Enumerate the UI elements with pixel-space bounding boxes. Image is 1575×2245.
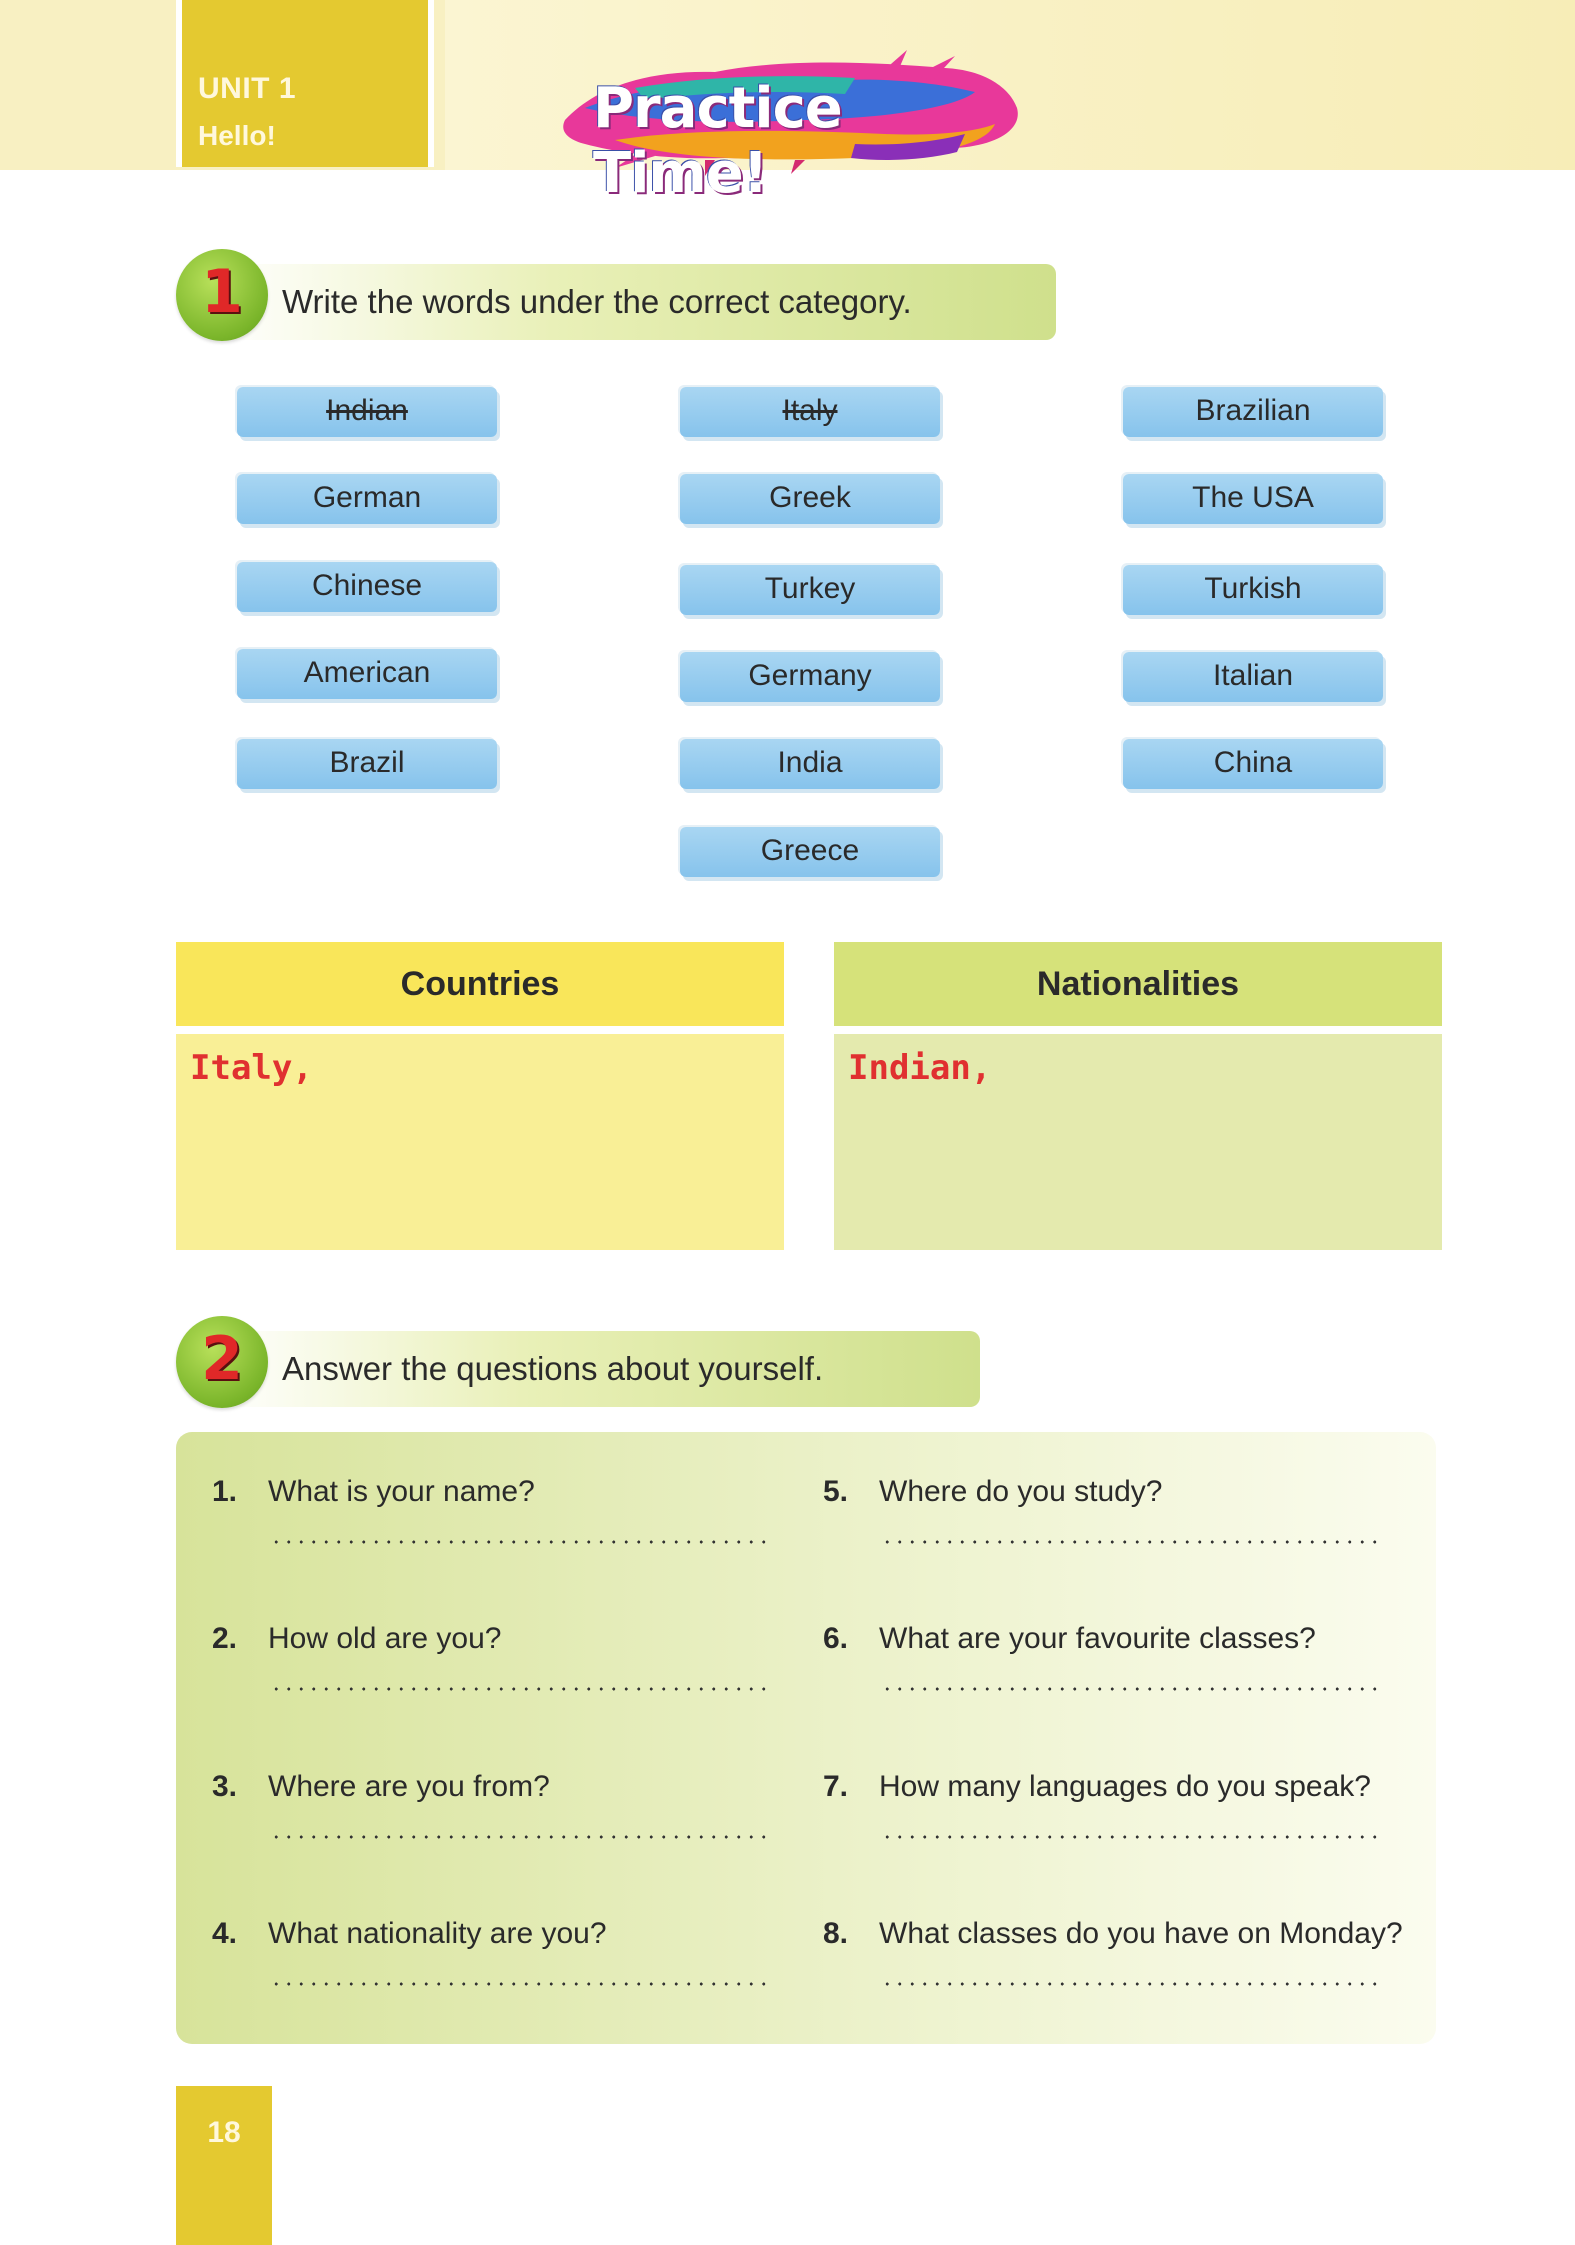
question-number: 4. — [212, 1917, 238, 1950]
word-label: Turkish — [1204, 572, 1302, 605]
question-text: Where do you study? — [879, 1475, 1163, 1508]
word-chip[interactable] — [680, 827, 940, 877]
nationalities-entry: Indian, — [848, 1048, 992, 1088]
word-chip[interactable] — [680, 387, 940, 437]
nationalities-heading-label: Nationalities — [1036, 965, 1240, 1003]
word-label: India — [777, 746, 843, 779]
word-label: Brazilian — [1195, 394, 1311, 427]
unit-title: Hello! — [198, 120, 276, 151]
answer-line[interactable] — [881, 1834, 1381, 1840]
word-chip[interactable] — [1123, 739, 1383, 789]
word-label: Indian — [326, 394, 408, 427]
unit-label: UNIT 1 — [198, 72, 297, 105]
word-chip[interactable] — [1123, 474, 1383, 524]
section-number: 2 — [201, 1324, 243, 1394]
word-chip[interactable] — [237, 739, 497, 789]
word-label: Chinese — [311, 569, 423, 602]
countries-heading-label: Countries — [400, 965, 560, 1003]
section-2-header — [176, 1316, 996, 1416]
word-chip[interactable] — [237, 387, 497, 437]
answer-line[interactable] — [270, 1539, 770, 1545]
section-instruction: Write the words under the correct category. — [282, 283, 912, 320]
countries-answer-area[interactable] — [176, 1034, 784, 1250]
question-text: Where are you from? — [268, 1770, 550, 1803]
word-label: American — [303, 656, 431, 689]
word-label: Brazil — [329, 746, 405, 779]
question-number: 3. — [212, 1770, 238, 1803]
word-chip[interactable] — [680, 474, 940, 524]
word-label: Turkey — [764, 572, 856, 605]
word-chip[interactable] — [680, 565, 940, 615]
question-number: 1. — [212, 1475, 238, 1508]
question-text: How old are you? — [268, 1622, 502, 1655]
countries-heading — [176, 942, 784, 1026]
word-chip[interactable] — [237, 474, 497, 524]
word-chip[interactable] — [680, 739, 940, 789]
word-chip[interactable] — [1123, 565, 1383, 615]
question-number: 6. — [823, 1622, 849, 1655]
section-1-header — [176, 249, 1056, 349]
answer-line[interactable] — [270, 1686, 770, 1692]
questions-panel — [176, 1432, 1436, 2044]
practice-time-logo — [555, 48, 1025, 206]
question-number: 7. — [823, 1770, 849, 1803]
word-label: Italian — [1212, 659, 1294, 692]
word-chip[interactable] — [680, 652, 940, 702]
nationalities-heading — [834, 942, 1442, 1026]
word-label: Germany — [748, 659, 872, 692]
question-text: What is your name? — [268, 1475, 535, 1508]
section-number: 1 — [201, 257, 243, 327]
answer-line[interactable] — [270, 1981, 770, 1987]
word-chip[interactable] — [237, 562, 497, 612]
word-chip[interactable] — [1123, 387, 1383, 437]
answer-line[interactable] — [270, 1834, 770, 1840]
page-number-box — [176, 2086, 272, 2245]
question-number: 5. — [823, 1475, 849, 1508]
answer-line[interactable] — [881, 1981, 1381, 1987]
question-text: What nationality are you? — [268, 1917, 607, 1950]
question-text: What classes do you have on Monday? — [879, 1917, 1403, 1950]
word-label: China — [1213, 746, 1293, 779]
word-label: Italy — [782, 394, 838, 427]
question-number: 8. — [823, 1917, 849, 1950]
countries-entry: Italy, — [190, 1048, 313, 1088]
word-label: The USA — [1192, 481, 1314, 514]
question-text: How many languages do you speak? — [879, 1770, 1371, 1803]
word-label: Greek — [769, 481, 851, 514]
unit-box — [176, 0, 434, 167]
page-number: 18 — [207, 2116, 241, 2149]
practice-time-title: Practice Time! — [593, 76, 842, 206]
nationalities-answer-area[interactable] — [834, 1034, 1442, 1250]
question-number: 2. — [212, 1622, 238, 1655]
word-chip[interactable] — [1123, 652, 1383, 702]
answer-line[interactable] — [881, 1539, 1381, 1545]
question-text: What are your favourite classes? — [879, 1622, 1316, 1655]
section-instruction: Answer the questions about yourself. — [282, 1350, 824, 1387]
answer-line[interactable] — [881, 1686, 1381, 1692]
word-label: Greece — [760, 834, 860, 867]
word-label: German — [312, 481, 422, 514]
word-chip[interactable] — [237, 649, 497, 699]
